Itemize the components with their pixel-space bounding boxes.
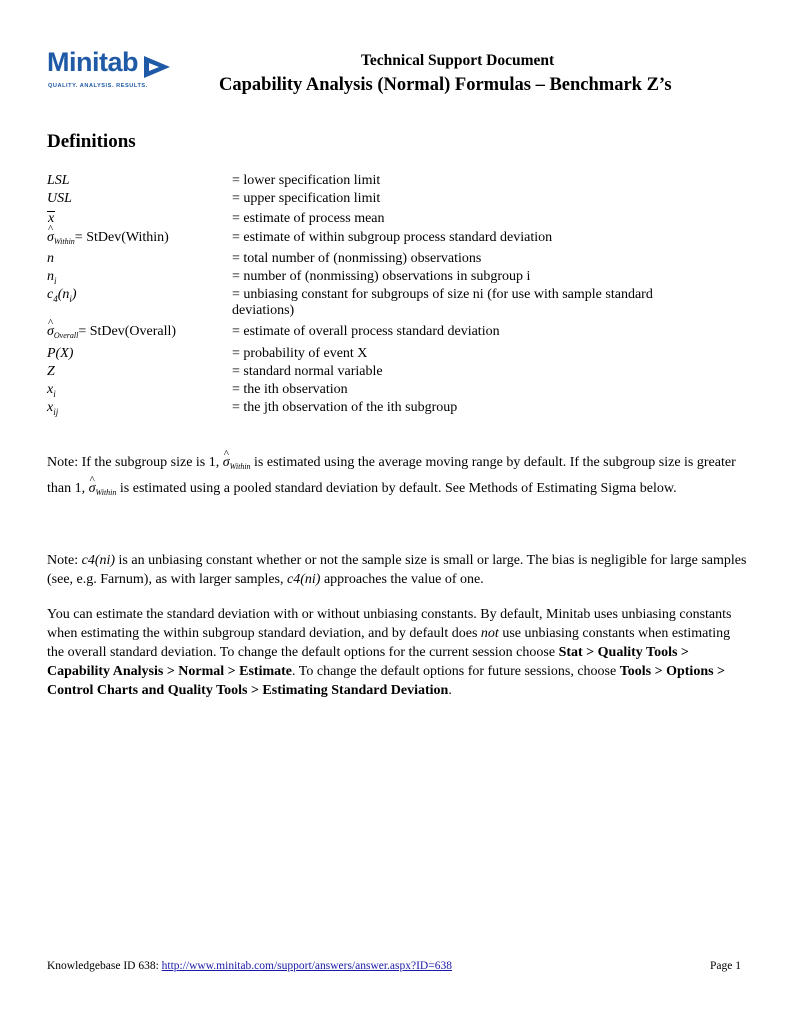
menu-path-session: Stat > Quality Tools > Capability Analysis > Normal > Estimate (47, 645, 689, 679)
note-text: is estimated using a pooled standard deviation by default. See Methods of Estimating Sigma below. (119, 481, 677, 496)
note-subscript: Within (229, 462, 251, 471)
definition-term: USL (47, 191, 72, 206)
definition-meaning: = total number of (nonmissing) observations (232, 251, 482, 266)
term-rest: = StDev(Within) (74, 230, 169, 245)
emphasis-not: not (480, 626, 499, 641)
term-rest: ) (71, 287, 77, 302)
term-base: x (47, 382, 54, 397)
definition-meaning: = number of (nonmissing) observations in subgroup i (232, 269, 531, 284)
note-subgroup-size (47, 452, 747, 504)
term-subscript: Within (53, 237, 75, 246)
footer-page-number: Page 1 (710, 960, 741, 972)
definition-term (47, 230, 169, 250)
term-rest: (n (57, 287, 70, 302)
note-text: approaches the value of one. (323, 572, 484, 587)
logo-tagline: QUALITY. ANALYSIS. RESULTS. (48, 83, 148, 89)
note-subscript: Within (95, 488, 117, 497)
definition-meaning: = unbiasing constant for subgroups of size ni (for use with sample standard deviations) (232, 287, 653, 318)
c4-symbol: c4(ni) (81, 553, 116, 568)
note-text: Note: (47, 553, 79, 568)
paragraph-text: use unbiasing constants when estimating the overall standard deviation. To change the default options for the current session choose (47, 626, 731, 660)
document-title: Capability Analysis (Normal) Formulas – Benchmark Z’s (219, 75, 672, 95)
term-subscript: i (53, 388, 56, 399)
definition-meaning: = estimate of overall process standard deviation (232, 324, 500, 339)
term-subscript: 4 (53, 293, 58, 304)
definition-term (47, 382, 56, 402)
definition-term (47, 400, 58, 420)
footer-kb (47, 960, 452, 972)
definition-term (47, 287, 77, 307)
definition-term (47, 269, 57, 289)
term-rest: = StDev(Overall) (78, 324, 177, 339)
definition-meaning: = the jth observation of the ith subgroup (232, 400, 458, 415)
term-subscript: i (69, 293, 72, 304)
c4-symbol: c4(ni) (287, 572, 321, 587)
paragraph-text: . To change the default options for future sessions, choose (292, 664, 617, 679)
footer-kb-link[interactable]: http://www.minitab.com/support/answers/answer.aspx?ID=638 (161, 960, 452, 972)
definition-term: n (47, 251, 54, 266)
sigma-hat-symbol: ^ σ (47, 230, 54, 246)
term-subscript: Overall (53, 331, 79, 340)
sigma-hat-symbol: ^ σ (89, 478, 96, 500)
definition-term (47, 324, 176, 344)
paragraph-text: . (448, 683, 452, 698)
definition-meaning: = estimate of process mean (232, 211, 385, 226)
term-base: x (47, 400, 54, 415)
definition-meaning: = probability of event X (232, 346, 368, 361)
note-text: Note: If the subgroup size is 1, (47, 455, 220, 470)
term-subscript: ij (53, 406, 59, 417)
note-unbiasing-constant (47, 551, 747, 589)
term-subscript: i (54, 275, 57, 286)
definition-term: Z (47, 364, 55, 379)
definition-meaning: = upper specification limit (232, 191, 381, 206)
definition-term: P(X) (47, 346, 74, 361)
logo-wordmark: Minitab (47, 47, 138, 77)
paragraph-unbiasing-options (47, 605, 747, 700)
sigma-hat-symbol: ^ σ (47, 324, 54, 340)
definition-meaning: = the ith observation (232, 382, 348, 397)
footer-kb-label: Knowledgebase ID 638: (47, 960, 159, 972)
definition-term: LSL (47, 173, 70, 188)
definition-meaning: = estimate of within subgroup process standard deviation (232, 230, 553, 245)
document-type: Technical Support Document (361, 52, 555, 69)
sigma-hat-symbol: ^ σ (223, 452, 230, 474)
definition-meaning: = standard normal variable (232, 364, 383, 379)
term-base: c (47, 287, 54, 302)
logo-arrow-icon (144, 56, 172, 78)
note-text: is estimated using the average moving range by default. If the subgroup size is greater than 1, (47, 455, 736, 496)
term-base: n (47, 269, 54, 284)
definition-meaning: = lower specification limit (232, 173, 381, 188)
note-text: is an unbiasing constant whether or not the sample size is small or large. The bias is negligible for large samples (see, e.g. Farnum), as with larger samples, (47, 553, 747, 587)
paragraph-text: You can estimate the standard deviation with or without unbiasing constants. By default, Minitab uses unbiasing constants when estimating the within subgroup standard deviation, and by default does (47, 607, 732, 641)
minitab-logo (46, 47, 182, 93)
menu-path-future: Tools > Options > Control Charts and Quality Tools > Estimating Standard Deviation (47, 664, 726, 698)
x-bar-symbol: x (48, 211, 55, 226)
definitions-heading: Definitions (47, 131, 136, 152)
